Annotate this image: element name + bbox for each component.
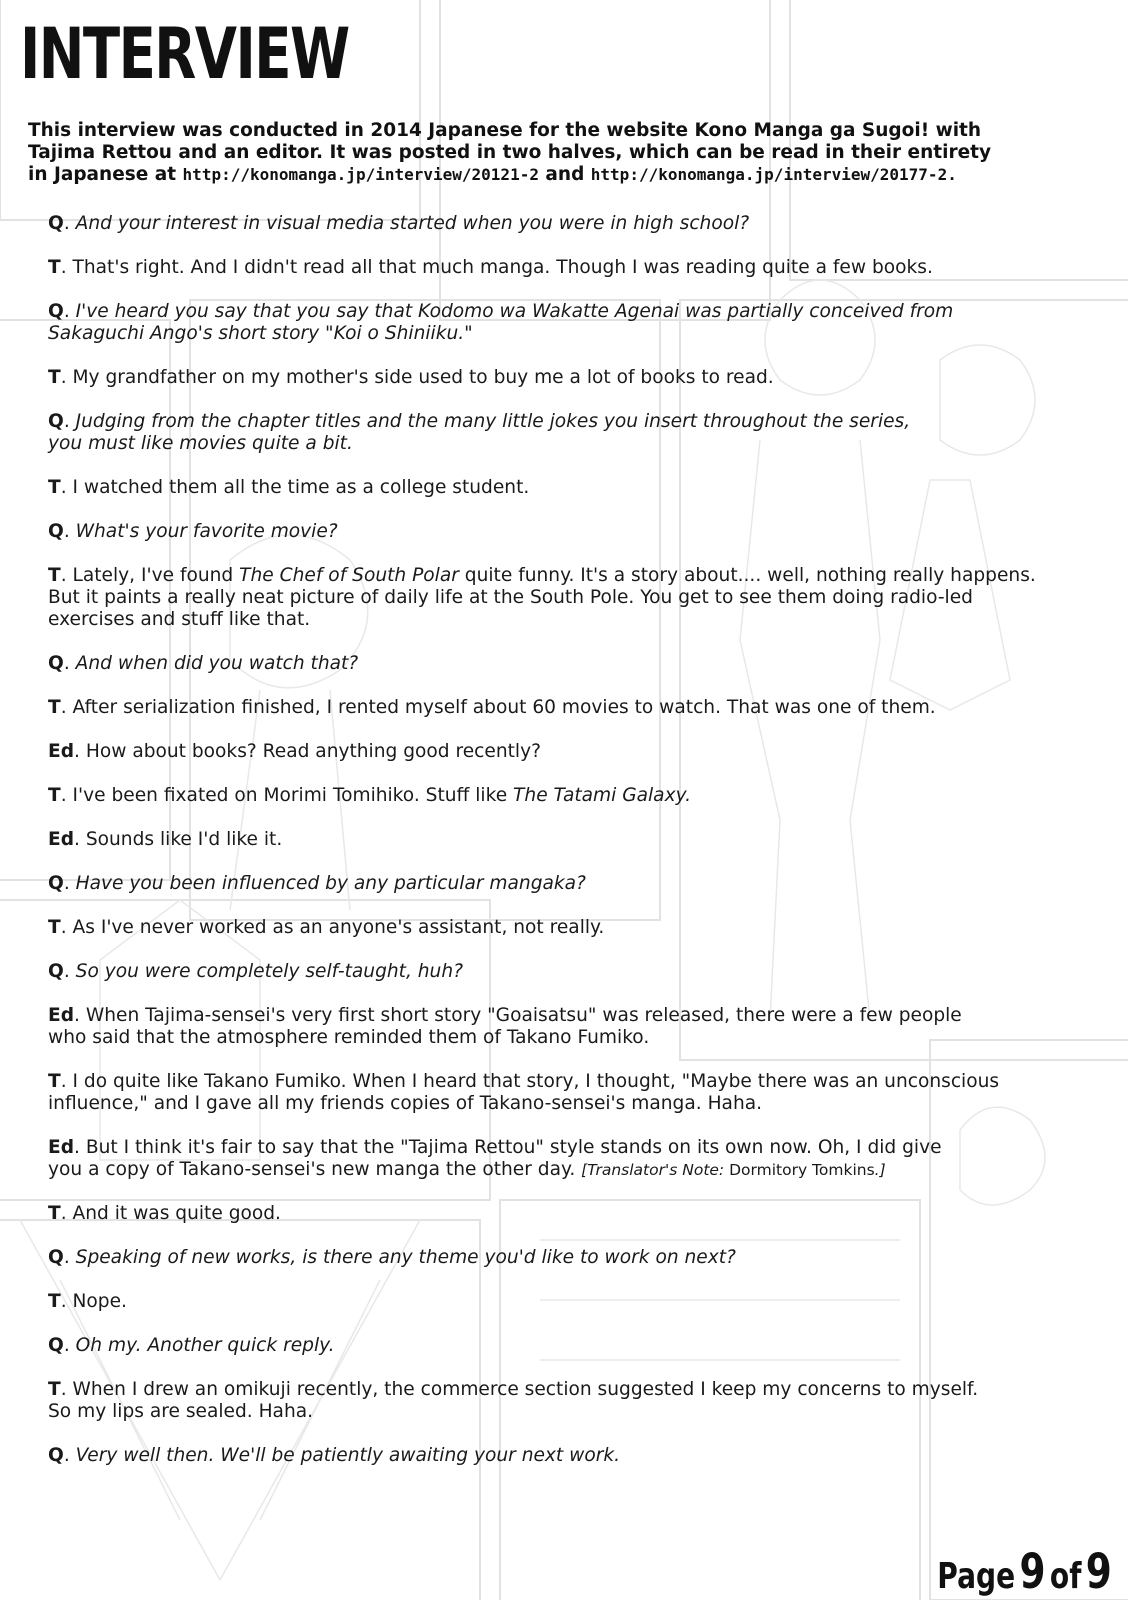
qa-line	[48, 301, 1118, 323]
qa-spacer	[48, 983, 1118, 1005]
qa-spacer	[48, 939, 1118, 961]
qa-text: So my lips are sealed. Haha.	[48, 1401, 314, 1422]
current-page-number: 9	[1019, 1544, 1046, 1600]
qa-text: As I've never worked as an anyone's assistant, not really.	[72, 917, 605, 938]
qa-text: who said that the atmosphere reminded them of Takano Fumiko.	[48, 1027, 650, 1048]
qa-spacer	[48, 235, 1118, 257]
speaker-label: T	[48, 785, 61, 806]
speaker-separator: .	[63, 1335, 76, 1356]
qa-text: [Translator's Note:	[581, 1161, 730, 1179]
qa-spacer	[48, 763, 1118, 785]
qa-entry	[48, 521, 1118, 543]
qa-line	[48, 741, 1118, 763]
qa-line	[48, 257, 1118, 279]
intro-paragraph	[28, 120, 1118, 186]
qa-entry	[48, 1291, 1118, 1313]
qa-spacer	[48, 895, 1118, 917]
qa-text: Oh my. Another quick reply.	[75, 1335, 335, 1356]
qa-line	[48, 323, 1118, 345]
qa-entry	[48, 653, 1118, 675]
qa-text: Sounds like I'd like it.	[85, 829, 283, 850]
interview-transcript	[48, 213, 1118, 1467]
speaker-label: T	[48, 565, 61, 586]
qa-line	[48, 1137, 1118, 1159]
speaker-label: Q	[48, 213, 64, 234]
qa-spacer	[48, 851, 1118, 873]
qa-entry	[48, 917, 1118, 939]
qa-line	[48, 1445, 1118, 1467]
qa-entry	[48, 257, 1118, 279]
qa-line	[48, 1071, 1118, 1093]
speaker-separator: .	[60, 565, 73, 586]
qa-line	[48, 1027, 1118, 1049]
intro-line-3	[28, 164, 1118, 186]
qa-spacer	[48, 345, 1118, 367]
speaker-separator: .	[63, 411, 76, 432]
speaker-separator: .	[60, 1291, 73, 1312]
interview-link-part-2[interactable]: http://konomanga.jp/interview/20177-2.	[590, 165, 957, 184]
speaker-label: T	[48, 1291, 61, 1312]
speaker-separator: .	[63, 301, 76, 322]
qa-line	[48, 1335, 1118, 1357]
qa-text: When I drew an omikuji recently, the commerce section suggested I keep my concerns to myself.	[72, 1379, 979, 1400]
qa-spacer	[48, 389, 1118, 411]
speaker-separator: .	[63, 213, 76, 234]
page-title: INTERVIEW	[20, 13, 349, 95]
qa-spacer	[48, 543, 1118, 565]
qa-entry	[48, 1203, 1118, 1225]
qa-line	[48, 477, 1118, 499]
page-word: Page	[937, 1556, 1016, 1597]
speaker-label: Q	[48, 1335, 64, 1356]
qa-entry	[48, 961, 1118, 983]
qa-spacer	[48, 1115, 1118, 1137]
speaker-separator: .	[63, 873, 76, 894]
qa-line	[48, 367, 1118, 389]
speaker-label: Q	[48, 411, 64, 432]
qa-entry	[48, 1071, 1118, 1115]
qa-text: quite funny. It's a story about.... well, nothing really happens.	[458, 565, 1036, 586]
qa-line	[48, 609, 1118, 631]
speaker-separator: .	[63, 1247, 76, 1268]
speaker-label: Q	[48, 1247, 64, 1268]
speaker-label: Q	[48, 301, 64, 322]
qa-spacer	[48, 807, 1118, 829]
qa-entry	[48, 785, 1118, 807]
speaker-label: Ed	[48, 1005, 75, 1026]
speaker-label: T	[48, 697, 61, 718]
qa-entry	[48, 1445, 1118, 1467]
qa-text: And when did you watch that?	[75, 653, 359, 674]
qa-text: The Chef of South Polar	[239, 565, 459, 586]
speaker-label: Ed	[48, 1137, 75, 1158]
qa-entry	[48, 1247, 1118, 1269]
speaker-label: T	[48, 367, 61, 388]
qa-line	[48, 411, 1118, 433]
speaker-separator: .	[63, 653, 76, 674]
speaker-separator: .	[60, 1203, 73, 1224]
interview-link-part-1[interactable]: http://konomanga.jp/interview/20121-2	[182, 165, 539, 184]
qa-entry	[48, 741, 1118, 763]
qa-text: That's right. And I didn't read all that much manga. Though I was reading quite a few books.	[72, 257, 933, 278]
qa-entry	[48, 301, 1118, 345]
qa-entry	[48, 1335, 1118, 1357]
qa-entry	[48, 213, 1118, 235]
qa-entry	[48, 477, 1118, 499]
qa-spacer	[48, 1423, 1118, 1445]
qa-line	[48, 521, 1118, 543]
speaker-label: T	[48, 1071, 61, 1092]
qa-line	[48, 917, 1118, 939]
qa-spacer	[48, 719, 1118, 741]
qa-line	[48, 1247, 1118, 1269]
qa-line	[48, 697, 1118, 719]
speaker-label: Q	[48, 873, 64, 894]
qa-text: Sakaguchi Ango's short story "Koi o Shiniiku."	[48, 323, 473, 344]
qa-spacer	[48, 499, 1118, 521]
qa-text: And your interest in visual media started when you were in high school?	[75, 213, 750, 234]
speaker-separator: .	[60, 367, 73, 388]
speaker-label: Ed	[48, 829, 75, 850]
intro-line-3-text: in Japanese at	[28, 164, 177, 185]
qa-entry	[48, 411, 1118, 455]
speaker-separator: .	[60, 477, 73, 498]
speaker-separator: .	[63, 521, 76, 542]
qa-text: The Tatami Galaxy.	[513, 785, 692, 806]
speaker-separator: .	[60, 1071, 73, 1092]
speaker-label: Q	[48, 961, 64, 982]
qa-text: you must like movies quite a bit.	[48, 433, 353, 454]
speaker-separator: .	[63, 1445, 76, 1466]
qa-text: I've been fixated on Morimi Tomihiko. Stuff like	[72, 785, 514, 806]
qa-spacer	[48, 675, 1118, 697]
intro-line-1: This interview was conducted in 2014 Japanese for the website Kono Manga ga Sugoi! with	[28, 120, 982, 141]
qa-text: I do quite like Takano Fumiko. When I heard that story, I thought, "Maybe there was an unconscious	[72, 1071, 1000, 1092]
qa-line	[48, 433, 1118, 455]
qa-line	[48, 213, 1118, 235]
qa-line	[48, 1401, 1118, 1423]
qa-line	[48, 961, 1118, 983]
qa-line	[48, 1379, 1118, 1401]
qa-text: After serialization finished, I rented myself about 60 movies to watch. That was one of them.	[72, 697, 936, 718]
qa-text: Have you been influenced by any particular mangaka?	[75, 873, 586, 894]
speaker-label: Q	[48, 653, 64, 674]
qa-text: Judging from the chapter titles and the many little jokes you insert throughout the series,	[75, 411, 911, 432]
speaker-separator: .	[74, 829, 86, 850]
qa-entry	[48, 697, 1118, 719]
qa-line	[48, 565, 1118, 587]
qa-entry	[48, 873, 1118, 895]
qa-line	[48, 1159, 1118, 1181]
qa-entry	[48, 1379, 1118, 1423]
speaker-separator: .	[60, 257, 73, 278]
intro-and: and	[545, 164, 585, 185]
speaker-separator: .	[60, 917, 73, 938]
qa-text: So you were completely self-taught, huh?	[75, 961, 463, 982]
qa-line	[48, 1093, 1118, 1115]
qa-text: When Tajima-sensei's very first short story "Goaisatsu" was released, there were a few people	[85, 1005, 962, 1026]
speaker-label: Q	[48, 521, 64, 542]
qa-spacer	[48, 1049, 1118, 1071]
speaker-separator: .	[74, 1005, 86, 1026]
qa-text: Very well then. We'll be patiently awaiting your next work.	[75, 1445, 621, 1466]
qa-spacer	[48, 1269, 1118, 1291]
qa-text: And it was quite good.	[72, 1203, 281, 1224]
qa-text: influence," and I gave all my friends copies of Takano-sensei's manga. Haha.	[48, 1093, 763, 1114]
speaker-label: T	[48, 1203, 61, 1224]
qa-text: Lately, I've found	[72, 565, 240, 586]
speaker-label: Ed	[48, 741, 75, 762]
qa-text: How about books? Read anything good recently?	[85, 741, 541, 762]
qa-text: Nope.	[72, 1291, 127, 1312]
qa-spacer	[48, 631, 1118, 653]
of-word: of	[1050, 1556, 1082, 1597]
qa-text: I've heard you say that you say that Kodomo wa Wakatte Agenai was partially conceived from	[75, 301, 954, 322]
qa-text: But it paints a really neat picture of daily life at the South Pole. You get to see them doing radio-led	[48, 587, 973, 608]
speaker-separator: .	[74, 1137, 86, 1158]
qa-line	[48, 1203, 1118, 1225]
total-page-number: 9	[1085, 1544, 1112, 1600]
qa-spacer	[48, 455, 1118, 477]
qa-spacer	[48, 1357, 1118, 1379]
speaker-label: T	[48, 477, 61, 498]
speaker-label: T	[48, 917, 61, 938]
qa-spacer	[48, 1225, 1118, 1247]
qa-spacer	[48, 1181, 1118, 1203]
speaker-separator: .	[60, 697, 73, 718]
qa-text: .]	[874, 1161, 886, 1179]
intro-line-2: Tajima Rettou and an editor. It was posted in two halves, which can be read in their entirety	[28, 142, 992, 163]
qa-text: What's your favorite movie?	[75, 521, 338, 542]
speaker-label: T	[48, 257, 61, 278]
qa-line	[48, 653, 1118, 675]
qa-entry	[48, 1005, 1118, 1049]
qa-text: you a copy of Takano-sensei's new manga the other day.	[48, 1159, 582, 1180]
qa-spacer	[48, 279, 1118, 301]
qa-line	[48, 873, 1118, 895]
qa-entry	[48, 565, 1118, 631]
qa-entry	[48, 829, 1118, 851]
qa-text: exercises and stuff like that.	[48, 609, 311, 630]
speaker-separator: .	[74, 741, 86, 762]
qa-line	[48, 785, 1118, 807]
qa-line	[48, 587, 1118, 609]
speaker-label: Q	[48, 1445, 64, 1466]
speaker-separator: .	[60, 785, 73, 806]
qa-line	[48, 829, 1118, 851]
page-indicator	[937, 1544, 1112, 1600]
qa-text: I watched them all the time as a college student.	[72, 477, 530, 498]
qa-spacer	[48, 1313, 1118, 1335]
qa-text: Speaking of new works, is there any theme you'd like to work on next?	[75, 1247, 736, 1268]
qa-entry	[48, 1137, 1118, 1181]
speaker-separator: .	[63, 961, 76, 982]
qa-text: Dormitory Tomkins	[729, 1161, 875, 1179]
qa-line	[48, 1291, 1118, 1313]
qa-line	[48, 1005, 1118, 1027]
qa-text: But I think it's fair to say that the "Tajima Rettou" style stands on its own now. Oh, I did give	[85, 1137, 942, 1158]
speaker-separator: .	[60, 1379, 73, 1400]
qa-entry	[48, 367, 1118, 389]
speaker-label: T	[48, 1379, 61, 1400]
qa-text: My grandfather on my mother's side used to buy me a lot of books to read.	[72, 367, 774, 388]
